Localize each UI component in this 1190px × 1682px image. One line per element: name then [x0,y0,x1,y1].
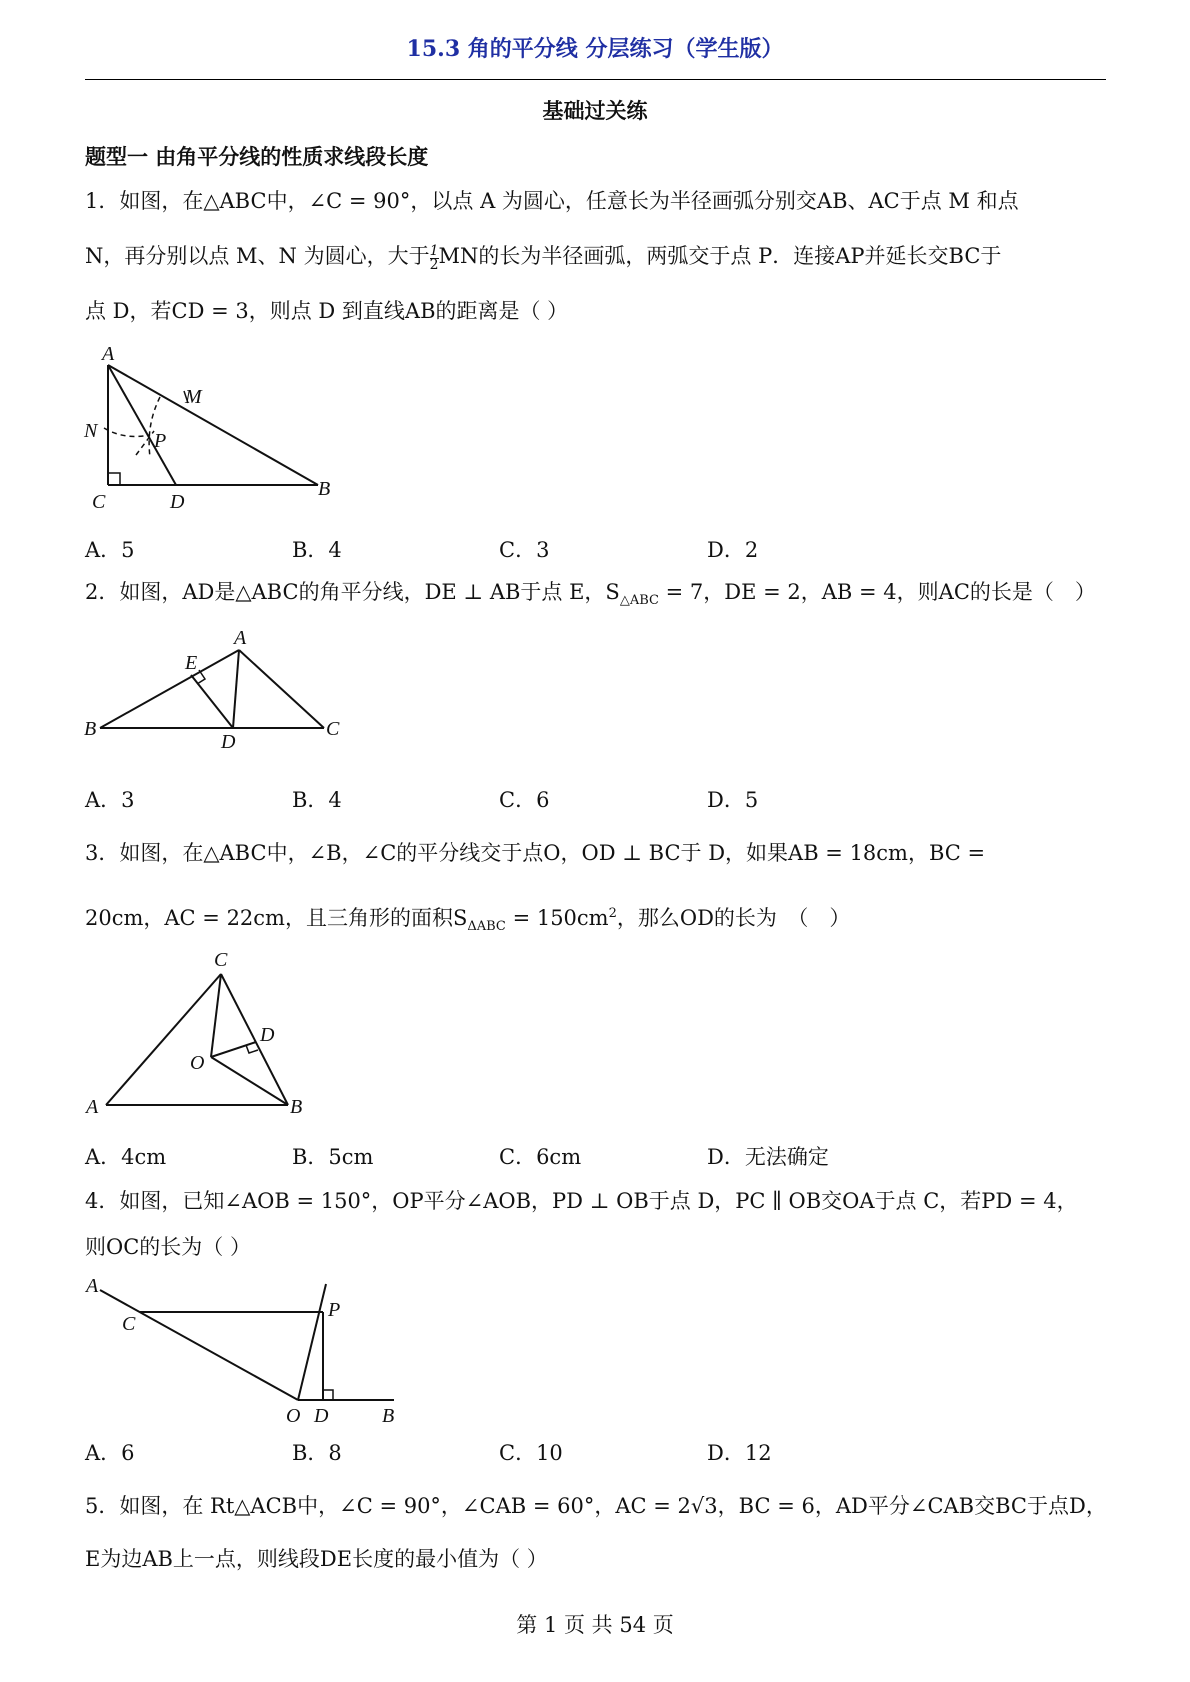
q3-line2-part1: 20cm，AC = 22cm，且三角形的面积S [85,906,468,930]
q4-label-a: A [86,1275,99,1297]
q3-label-c: C [214,949,228,971]
q4-line1: 4．如图，已知∠AOB = 150°，OP平分∠AOB，PD ⊥ OB于点 D，PC ∥ OB交OA于点 C，若PD = 4， [85,1189,1078,1213]
q2-side-ac [239,650,324,728]
q3-option-d[interactable]: D．无法确定 [707,1145,829,1169]
q3-line1: 3．如图，在△ABC中，∠B，∠C的平分线交于点O，OD ⊥ BC于 D，如果AB = 18cm，BC = [85,841,986,865]
q1-line2-part1: N，再分别以点 M、N 为圆心，大于 [85,244,430,268]
q1-figure [84,345,344,515]
q4-option-c[interactable]: C．10 [499,1441,563,1465]
q3-option-a[interactable]: A．4cm [85,1145,167,1169]
q3-area-exponent: 2 [608,906,617,921]
q2-side-ba [100,650,239,728]
question-type-heading: 题型一 由角平分线的性质求线段长度 [85,144,429,169]
q1-label-d: D [170,491,185,513]
q2-option-a[interactable]: A．3 [85,788,135,812]
q2-bisector-ad [233,650,239,728]
q1-option-d[interactable]: D．2 [707,538,759,562]
q5-line2: E为边AB上一点，则线段DE长度的最小值为（ ） [85,1547,548,1571]
q1-label-c: C [92,491,106,513]
q3-side-cb [221,974,288,1105]
q4-ray-oa [100,1290,298,1400]
q2-label-d: D [221,731,236,753]
q4-option-b[interactable]: B．8 [292,1441,342,1465]
q3-option-b[interactable]: B．5cm [292,1145,374,1169]
q4-option-d[interactable]: D．12 [707,1441,772,1465]
q3-label-d: D [260,1024,275,1046]
q2-option-c[interactable]: C．6 [499,788,550,812]
q4-right-angle-mark [323,1390,333,1400]
q3-line2-part3: ，那么OD的长为 （ ） [616,906,851,930]
q1-line2-part2: MN的长为半径画弧，两弧交于点 P．连接AP并延长交BC于 [438,244,1002,268]
q4-label-b: B [382,1405,395,1427]
q3-label-b: B [290,1096,303,1118]
q3-line2 [85,901,850,940]
q2-line1-part1: 2．如图，AD是△ABC的角平分线，DE ⊥ AB于点 E，S [85,580,620,604]
q1-side-ab [108,365,318,485]
q3-bisector-co [211,974,221,1057]
q3-label-o: O [190,1052,205,1074]
q3-figure [84,947,324,1127]
q3-line2-part2: = 150cm [505,906,609,930]
q1-arc-n [104,428,150,436]
q2-label-c: C [326,718,340,740]
q3-right-angle-mark [246,1045,258,1053]
q4-line2: 则OC的长为（ ） [85,1235,251,1259]
q3-label-a: A [86,1096,99,1118]
page-footer: 第 1 页 共 54 页 [516,1613,674,1637]
q1-label-m: M [185,386,202,408]
page-title: 15.3 角的平分线 分层练习（学生版） [406,36,784,62]
q1-right-angle-mark [108,473,120,485]
q1-bisector-ad [108,365,176,485]
q1-fraction [430,245,439,272]
q2-line1 [85,579,1096,614]
q1-label-p: P [154,430,167,452]
q1-option-c[interactable]: C．3 [499,538,550,562]
q1-option-a[interactable]: A．5 [85,538,135,562]
q2-option-b[interactable]: B．4 [292,788,342,812]
q3-area-subscript: ΔABC [467,919,506,935]
q4-label-c: C [122,1313,136,1335]
q4-bisector-op [298,1284,326,1400]
q5-line1: 5．如图，在 Rt△ACB中，∠C = 90°，∠CAB = 60°，AC = 2√3，BC = 6，AD平分∠CAB交BC于点D， [85,1494,1107,1518]
q2-label-e: E [185,652,198,674]
q1-label-b: B [318,478,331,500]
q3-option-c[interactable]: C．6cm [499,1145,582,1169]
q1-option-b[interactable]: B．4 [292,538,342,562]
q2-label-a: A [234,627,247,649]
q1-label-a: A [102,343,115,365]
q3-perpendicular-od [211,1042,256,1057]
q1-line2 [85,243,1001,272]
q4-label-d: D [314,1405,329,1427]
title-divider [85,79,1106,80]
q2-option-d[interactable]: D．5 [707,788,759,812]
q4-option-a[interactable]: A．6 [85,1441,135,1465]
q4-label-p: P [328,1299,341,1321]
q1-fraction-den: 2 [429,257,439,274]
q4-figure [84,1270,424,1440]
q1-line1: 1．如图，在△ABC中，∠C = 90°，以点 A 为圆心，任意长为半径画弧分别交AB、AC于点 M 和点 [85,189,1019,213]
q1-fraction-num: 1 [429,243,439,260]
q2-area-subscript: △ABC [619,593,659,609]
q1-label-n: N [84,420,98,442]
q2-figure [84,627,354,753]
q2-line1-part2: = 7，DE = 2，AB = 4，则AC的长是（ ） [658,580,1096,604]
section-heading: 基础过关练 [542,98,648,123]
q4-label-o: O [286,1405,301,1427]
q2-label-b: B [84,718,97,740]
q1-line3: 点 D，若CD = 3，则点 D 到直线AB的距离是（ ） [85,299,569,323]
q3-side-ac [106,974,221,1105]
